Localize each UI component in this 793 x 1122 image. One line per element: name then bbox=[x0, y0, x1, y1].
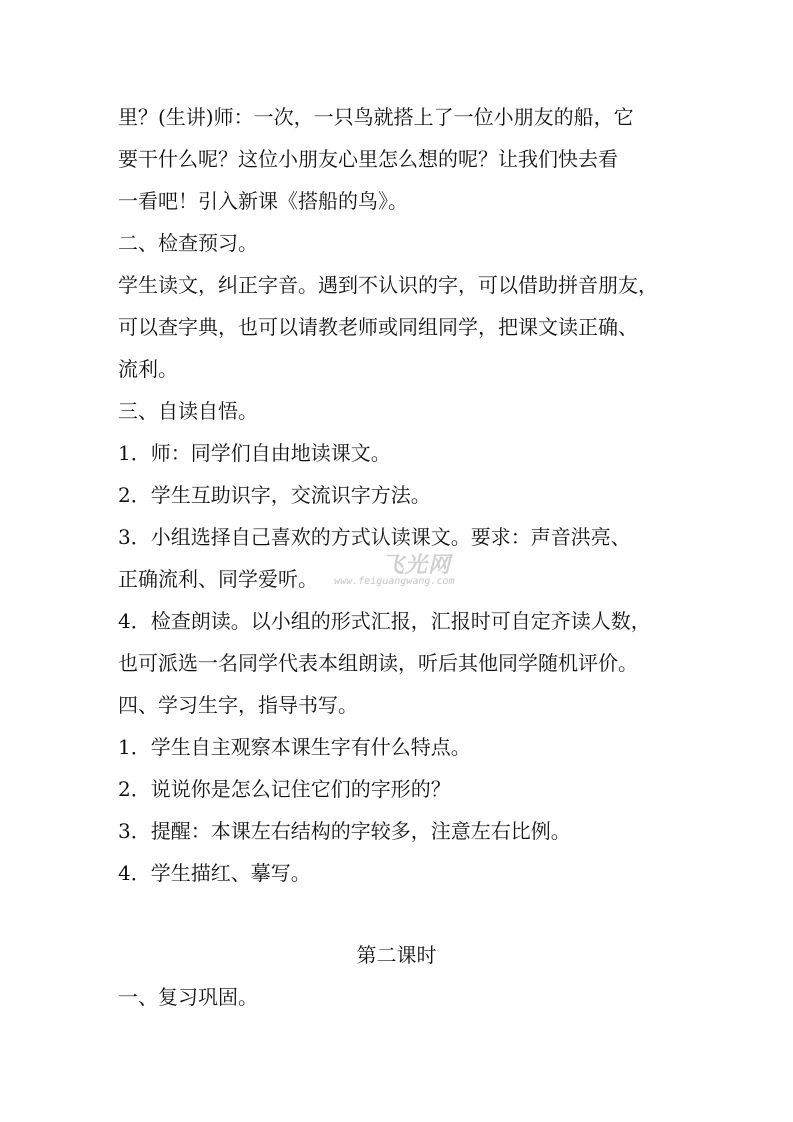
watermark-logo: 飞光网 bbox=[382, 553, 452, 578]
list-item: 2．说说你是怎么记住它们的字形的？ bbox=[118, 777, 451, 801]
list-item-continued: 正确流利、同学爱听。 bbox=[118, 567, 318, 591]
list-item-continued: 也可派选一名同学代表本组朗读，听后其他同学随机评价。 bbox=[118, 651, 638, 675]
section-heading: 二、检查预习。 bbox=[118, 231, 258, 255]
section-heading: 三、自读自悟。 bbox=[118, 399, 258, 423]
section-heading: 一、复习巩固。 bbox=[118, 985, 258, 1009]
list-item: 1．学生自主观察本课生字有什么特点。 bbox=[118, 735, 471, 759]
list-item: 2．学生互助识字，交流识字方法。 bbox=[118, 483, 431, 507]
watermark-url: www.feiguangwang.com bbox=[333, 576, 456, 587]
list-item: 4．检查朗读。以小组的形式汇报，汇报时可自定齐读人数， bbox=[118, 609, 651, 633]
list-item: 1．师：同学们自由地读课文。 bbox=[118, 441, 391, 465]
paragraph-line: 要干什么呢？这位小朋友心里怎么想的呢？让我们快去看 bbox=[118, 147, 618, 171]
list-item: 3．小组选择自己喜欢的方式认读课文。要求：声音洪亮、 bbox=[118, 525, 631, 549]
lesson-title: 第二课时 bbox=[356, 943, 437, 967]
paragraph-line: 里？(生讲)师：一次，一只鸟就搭上了一位小朋友的船，它 bbox=[118, 105, 634, 129]
section-heading: 四、学习生字，指导书写。 bbox=[118, 693, 358, 717]
paragraph-line: 一看吧！引入新课《搭船的鸟》。 bbox=[118, 189, 408, 213]
list-item: 4．学生描红、摹写。 bbox=[118, 861, 311, 885]
paragraph-line: 流利。 bbox=[118, 357, 178, 381]
paragraph-line: 可以查字典，也可以请教老师或同组同学，把课文读正确、 bbox=[118, 315, 638, 339]
paragraph-line: 学生读文，纠正字音。遇到不认识的字，可以借助拼音朋友， bbox=[118, 273, 658, 297]
list-item: 3．提醒：本课左右结构的字较多，注意左右比例。 bbox=[118, 819, 571, 843]
